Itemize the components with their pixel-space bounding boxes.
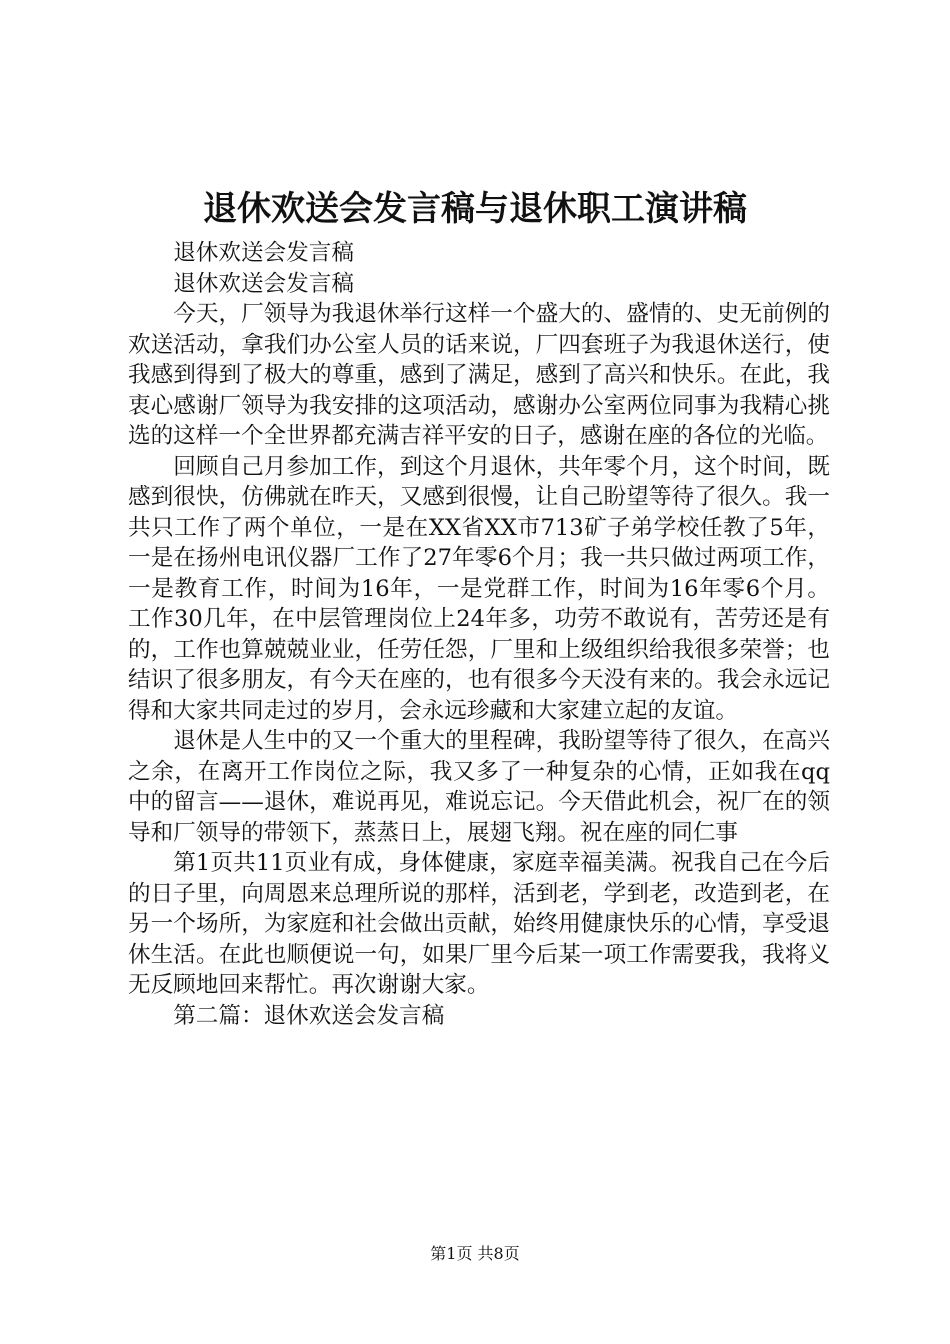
document-title: 退休欢送会发言稿与退休职工演讲稿 [203, 189, 747, 229]
paragraph-career-review: 回顾自己月参加工作，到这个月退休，共年零个月，这个时间，既感到很快，仿佛就在昨天，又感到很慢，让自己盼望等待了很久。我一共只工作了两个单位，一是在XX省XX市713矿子弟学校任教了5年，一是在扬州电讯仪器厂工作了27年零6个月；我一共只做过两项工作，一是教育工作，时间为16年，一是党群工作，时间为16年零6个月。工作30几年，在中层管理岗位上24年多，功劳不敢说有，苦劳还是有的，工作也算兢兢业业，任劳任怨，厂里和上级组织给我很多荣誉；也结识了很多朋友，有今天在座的，也有很多今天没有来的。我会永远记得和大家共同走过的岁月，会永远珍藏和大家建立起的友谊。 [128, 453, 830, 724]
paragraph-opening: 今天，厂领导为我退休举行这样一个盛大的、盛情的、史无前例的欢送活动，拿我们办公室人员的话来说，厂四套班子为我退休送行，使我感到得到了极大的尊重，感到了满足，感到了高兴和快乐。在此，我衷心感谢厂领导为我安排的这项活动，感谢办公室两位同事为我精心挑选的这样一个全世界都充满吉祥平安的日子，感谢在座的各位的光临。 [128, 301, 830, 449]
document-body [128, 238, 830, 1031]
paragraph-retirement-feelings: 退休是人生中的又一个重大的里程碑，我盼望等待了很久，在高兴之余，在离开工作岗位之际，我又多了一种复杂的心情，正如我在qq中的留言——退休，难说再见，难说忘记。今天借此机会，祝厂在的领导和厂领导的带领下，蒸蒸日上，展翅飞翔。祝在座的同仁事 [128, 728, 830, 846]
paragraph-section-two-heading: 第二篇：退休欢送会发言稿 [173, 1002, 445, 1029]
page-footer: 第1页 共8页 [430, 1244, 520, 1263]
paragraph-heading-1: 退休欢送会发言稿 [173, 240, 354, 266]
paragraph-heading-2: 退休欢送会发言稿 [173, 270, 354, 297]
paragraph-closing: 第1页共11页业有成，身体健康，家庭幸福美满。祝我自己在今后的日子里，向周恩来总理所说的那样，活到老，学到老，改造到老，在另一个场所，为家庭和社会做出贡献，始终用健康快乐的心情，享受退休生活。在此也顺便说一句，如果厂里今后某一项工作需要我，我将义无反顾地回来帮忙。再次谢谢大家。 [128, 850, 830, 998]
